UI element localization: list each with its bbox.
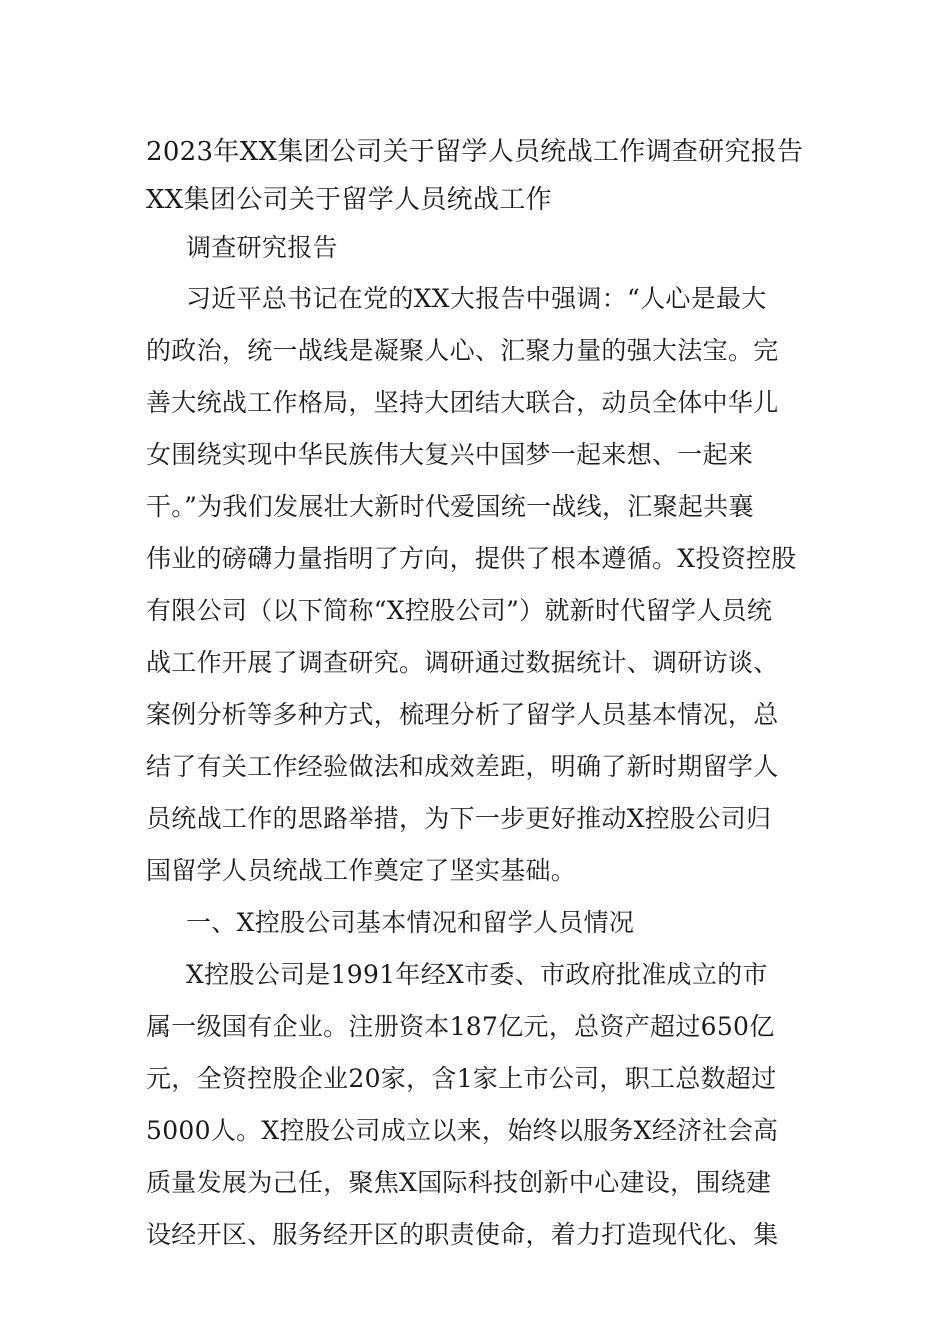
section-heading: 一、X控股公司基本情况和留学人员情况 <box>186 908 635 937</box>
paragraph-line: 设经开区、服务经开区的职责使命，着力打造现代化、集 <box>146 1220 779 1249</box>
paragraph-line: 结了有关工作经验做法和成效差距，明确了新时期留学人 <box>146 752 779 781</box>
paragraph-line: 伟业的磅礴力量指明了方向，提供了根本遵循。X投资控股 <box>146 544 797 573</box>
paragraph-line: 属一级国有企业。注册资本187亿元，总资产超过650亿 <box>146 1012 775 1041</box>
paragraph-line: X控股公司是1991年经X市委、市政府批准成立的市 <box>186 960 768 989</box>
document-title: 2023年XX集团公司关于留学人员统战工作调查研究报告 <box>146 137 804 167</box>
document-subtitle: XX集团公司关于留学人员统战工作 <box>146 185 552 215</box>
paragraph-line: 质量发展为己任，聚焦X国际科技创新中心建设，围绕建 <box>146 1168 772 1197</box>
paragraph-line: 员统战工作的思路举措，为下一步更好推动X控股公司归 <box>146 804 772 833</box>
paragraph-line: 元，全资控股企业20家，含1家上市公司，职工总数超过 <box>146 1064 777 1093</box>
paragraph-line: 善大统战工作格局，坚持大团结大联合，动员全体中华儿 <box>146 388 779 417</box>
paragraph-line: 国留学人员统战工作奠定了坚实基础。 <box>146 856 577 885</box>
paragraph-line: 女围绕实现中华民族伟大复兴中国梦一起来想、一起来 <box>146 440 754 469</box>
paragraph-line: 干。”为我们发展壮大新时代爱国统一战线，汇聚起共襄 <box>146 492 754 521</box>
paragraph-line: 案例分析等多种方式，梳理分析了留学人员基本情况，总 <box>146 700 779 729</box>
paragraph-line: 的政治，统一战线是凝聚人心、汇聚力量的强大法宝。完 <box>146 336 779 365</box>
paragraph-line: 5000人。X控股公司成立以来，始终以服务X经济社会高 <box>146 1116 779 1145</box>
paragraph-line: 有限公司（以下简称“X控股公司”）就新时代留学人员统 <box>146 596 773 625</box>
paragraph-line: 习近平总书记在党的XX大报告中强调：“人心是最大 <box>186 284 767 313</box>
paragraph-line: 战工作开展了调查研究。调研通过数据统计、调研访谈、 <box>146 648 779 677</box>
document-subtitle-line2: 调查研究报告 <box>186 233 338 262</box>
